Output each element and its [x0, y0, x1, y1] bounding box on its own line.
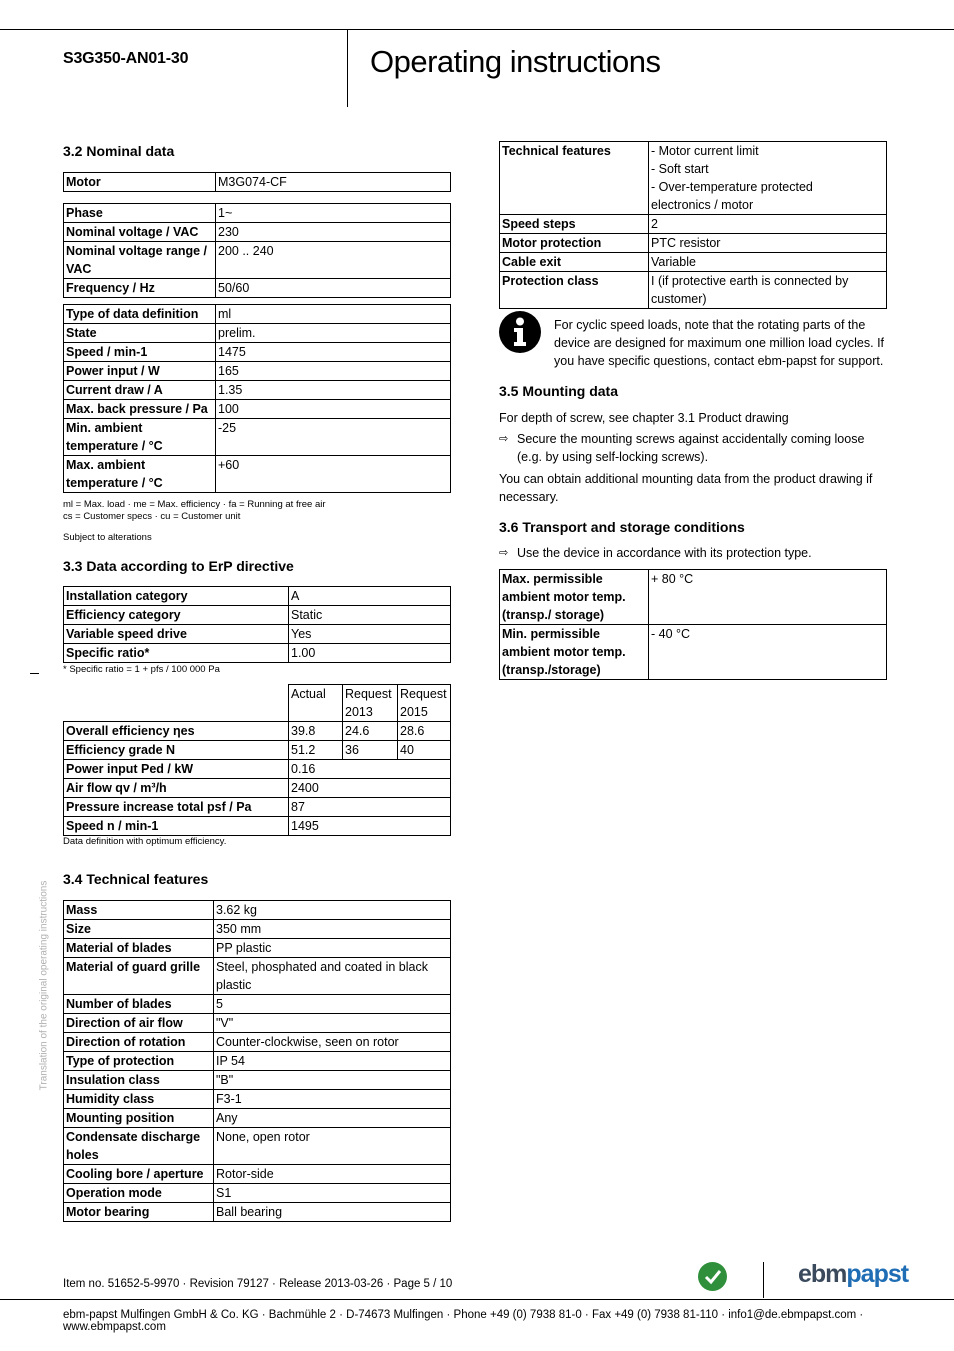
table-value: 39.8 [289, 722, 343, 741]
table-row [64, 779, 451, 798]
table-value: 1495 [289, 817, 451, 836]
table-key: Max. permissible ambient motor temp. (transp./ storage) [500, 570, 649, 625]
margin-mark [30, 673, 39, 674]
arrow-icon: ⇨ [499, 433, 509, 445]
feature-line: - Soft start [651, 162, 709, 176]
table-value: 40 [398, 741, 451, 760]
table-value: 200 .. 240 [216, 242, 451, 279]
table-value: 165 [216, 362, 451, 381]
specific-ratio-footnote: * Specific ratio = 1 + pfs / 100 000 Pa [63, 664, 220, 675]
table-row [64, 644, 451, 663]
table-header-row [64, 685, 451, 722]
table-row [500, 142, 887, 215]
table-row [500, 234, 887, 253]
table-value: 2400 [289, 779, 451, 798]
table-row [64, 1203, 451, 1222]
section-heading-erp: 3.3 Data according to ErP directive [63, 558, 294, 574]
technical-table [63, 900, 451, 1222]
table-value: 28.6 [398, 722, 451, 741]
section-heading-mounting: 3.5 Mounting data [499, 383, 618, 399]
table-key: Motor bearing [64, 1203, 214, 1222]
table-key: Protection class [500, 272, 649, 309]
table-row [500, 272, 887, 309]
table-key: Condensate discharge holes [64, 1128, 214, 1165]
feature-line: - Over-temperature protected [651, 180, 813, 194]
column-header-actual: Actual [289, 685, 343, 722]
section-heading-technical: 3.4 Technical features [63, 871, 209, 887]
table-key: Min. permissible ambient motor temp. (transp./storage) [500, 625, 649, 680]
table-value: IP 54 [214, 1052, 451, 1071]
footer-rule [0, 1299, 954, 1300]
table-value: Yes [289, 625, 451, 644]
table-row [64, 1014, 451, 1033]
header-divider [347, 29, 348, 107]
table-value: Any [214, 1109, 451, 1128]
table-row [64, 625, 451, 644]
transport-bullet-text: Use the device in accordance with its protection type. [517, 546, 812, 560]
table-key: Number of blades [64, 995, 214, 1014]
table-row [64, 1109, 451, 1128]
table-row [64, 400, 451, 419]
table-row [500, 570, 887, 625]
table-blank-cell [64, 685, 289, 722]
nominal-data-table [63, 304, 451, 493]
table-value: prelim. [216, 324, 451, 343]
table-row [64, 173, 451, 192]
table-row [64, 242, 451, 279]
table-key: Variable speed drive [64, 625, 289, 644]
info-text: For cyclic speed loads, note that the rotating parts of the device are designed for maximum one million load cycles. If you have specific questions, contact ebm-papst for support. [554, 318, 885, 368]
table-value: 87 [289, 798, 451, 817]
table-row [64, 223, 451, 242]
table-value: S1 [214, 1184, 451, 1203]
column-header-request-2013: Request 2013 [343, 685, 398, 722]
table-row [64, 419, 451, 456]
table-value: M3G074-CF [216, 173, 451, 192]
table-row [64, 305, 451, 324]
table-value: 230 [216, 223, 451, 242]
table-row [64, 1165, 451, 1184]
table-key: Pressure increase total psf / Pa [64, 798, 289, 817]
table-value: 36 [343, 741, 398, 760]
table-row [64, 204, 451, 223]
table-value: 50/60 [216, 279, 451, 298]
table-value: Steel, phosphated and coated in black plastic [214, 958, 451, 995]
table-row [64, 1184, 451, 1203]
table-value: None, open rotor [214, 1128, 451, 1165]
feature-line: electronics / motor [651, 198, 754, 212]
table-value: Counter-clockwise, seen on rotor [214, 1033, 451, 1052]
table-key: Speed steps [500, 215, 649, 234]
header-top-rule [0, 29, 954, 30]
table-row [500, 253, 887, 272]
table-row [64, 1128, 451, 1165]
table-value: Rotor-side [214, 1165, 451, 1184]
model-number: S3G350-AN01-30 [63, 50, 189, 67]
page-title: Operating instructions [370, 44, 661, 79]
mounting-bullet [499, 430, 887, 466]
transport-bullet [499, 544, 887, 562]
arrow-icon: ⇨ [499, 547, 509, 559]
legend-line-1: ml = Max. load · me = Max. efficiency · fa = Running at free air [63, 499, 326, 510]
section-heading-transport: 3.6 Transport and storage conditions [499, 519, 745, 535]
table-value: F3-1 [214, 1090, 451, 1109]
table-value: 0.16 [289, 760, 451, 779]
table-key: Efficiency grade N [64, 741, 289, 760]
column-header-request-2015: Request 2015 [398, 685, 451, 722]
footer-logo-divider [763, 1262, 764, 1298]
table-value: Variable [649, 253, 887, 272]
table-value: -25 [216, 419, 451, 456]
table-value [649, 142, 887, 215]
table-value: - 40 °C [649, 625, 887, 680]
table-key: Direction of rotation [64, 1033, 214, 1052]
table-row [64, 939, 451, 958]
table-key: Operation mode [64, 1184, 214, 1203]
table-value: 1475 [216, 343, 451, 362]
table-value: A [289, 587, 451, 606]
table-value: 1.00 [289, 644, 451, 663]
table-key: Power input / W [64, 362, 216, 381]
table-row [64, 362, 451, 381]
legend-line-2: cs = Customer specs · cu = Customer unit [63, 511, 241, 522]
table-key: Nominal voltage range / VAC [64, 242, 216, 279]
ebmpapst-logo [798, 1260, 908, 1289]
table-row [500, 215, 887, 234]
table-key: Min. ambient temperature / °C [64, 419, 216, 456]
table-row [64, 279, 451, 298]
table-row [64, 1071, 451, 1090]
table-key: Cooling bore / aperture [64, 1165, 214, 1184]
table-row [64, 1090, 451, 1109]
efficiency-note: Data definition with optimum efficiency. [63, 836, 227, 847]
table-row [64, 817, 451, 836]
table-value: 350 mm [214, 920, 451, 939]
table-key: Installation category [64, 587, 289, 606]
table-row [64, 606, 451, 625]
table-key: Size [64, 920, 214, 939]
table-key: State [64, 324, 216, 343]
technical-features-table [499, 141, 887, 309]
table-row [64, 995, 451, 1014]
table-key: Frequency / Hz [64, 279, 216, 298]
electric-table [63, 203, 451, 298]
table-key: Cable exit [500, 253, 649, 272]
table-row [64, 1033, 451, 1052]
logo-part-papst: papst [846, 1260, 909, 1288]
table-value: 24.6 [343, 722, 398, 741]
table-value: +60 [216, 456, 451, 493]
table-key: Speed / min-1 [64, 343, 216, 362]
info-icon [499, 311, 541, 353]
table-row [64, 760, 451, 779]
table-key: Air flow qv / m³/h [64, 779, 289, 798]
table-key: Material of blades [64, 939, 214, 958]
table-row [64, 798, 451, 817]
table-row [64, 741, 451, 760]
table-key: Technical features [500, 142, 649, 215]
table-value: 51.2 [289, 741, 343, 760]
translation-side-note: Translation of the original operating instructions [38, 880, 50, 1091]
table-key: Overall efficiency ηes [64, 722, 289, 741]
table-key: Insulation class [64, 1071, 214, 1090]
table-value: "V" [214, 1014, 451, 1033]
table-row [64, 343, 451, 362]
table-value: 1~ [216, 204, 451, 223]
greentech-badge-icon [698, 1262, 727, 1291]
table-key: Max. ambient temperature / °C [64, 456, 216, 493]
table-row [64, 901, 451, 920]
table-row [64, 722, 451, 741]
mounting-bullet-text: Secure the mounting screws against accidentally coming loose (e.g. by using self-locking screws). [517, 432, 865, 464]
table-row [64, 381, 451, 400]
table-value: Ball bearing [214, 1203, 451, 1222]
table-value: 3.62 kg [214, 901, 451, 920]
logo-part-ebm: ebm [798, 1260, 847, 1288]
efficiency-table [63, 684, 451, 836]
table-row [64, 958, 451, 995]
table-value: + 80 °C [649, 570, 887, 625]
table-key: Speed n / min-1 [64, 817, 289, 836]
table-key: Efficiency category [64, 606, 289, 625]
table-key: Type of protection [64, 1052, 214, 1071]
table-row [64, 456, 451, 493]
table-row [64, 1052, 451, 1071]
transport-table [499, 569, 887, 680]
table-value: PP plastic [214, 939, 451, 958]
table-key: Power input Ped / kW [64, 760, 289, 779]
table-key: Type of data definition [64, 305, 216, 324]
footer-company-info: ebm-papst Mulfingen GmbH & Co. KG · Bachmühle 2 · D-74673 Mulfingen · Phone +49 (0) 7938 81-0 · Fax +49 (0) 7938 81-110 · info1@de.ebmpapst.com · www.ebmpapst.com [63, 1309, 864, 1333]
table-key: Specific ratio* [64, 644, 289, 663]
table-key: Max. back pressure / Pa [64, 400, 216, 419]
table-key: Humidity class [64, 1090, 214, 1109]
table-key: Phase [64, 204, 216, 223]
table-row [64, 587, 451, 606]
table-value: I (if protective earth is connected by customer) [649, 272, 887, 309]
table-value: 5 [214, 995, 451, 1014]
table-row [64, 324, 451, 343]
motor-table [63, 172, 451, 192]
table-value: 1.35 [216, 381, 451, 400]
table-value: ml [216, 305, 451, 324]
table-value: Static [289, 606, 451, 625]
footer-item-info: Item no. 51652-5-9970 · Revision 79127 · Release 2013-03-26 · Page 5 / 10 [63, 1278, 453, 1290]
table-value: 100 [216, 400, 451, 419]
erp-table [63, 586, 451, 663]
table-row [500, 625, 887, 680]
table-key: Mass [64, 901, 214, 920]
table-value: PTC resistor [649, 234, 887, 253]
table-key: Current draw / A [64, 381, 216, 400]
table-key: Mounting position [64, 1109, 214, 1128]
feature-line: - Motor current limit [651, 144, 759, 158]
subject-note: Subject to alterations [63, 532, 152, 543]
table-value: 2 [649, 215, 887, 234]
table-key: Material of guard grille [64, 958, 214, 995]
mounting-paragraph-2: You can obtain additional mounting data from the product drawing if necessary. [499, 472, 873, 504]
table-key: Nominal voltage / VAC [64, 223, 216, 242]
table-key: Direction of air flow [64, 1014, 214, 1033]
table-row [64, 920, 451, 939]
table-value: "B" [214, 1071, 451, 1090]
section-heading-nominal: 3.2 Nominal data [63, 143, 175, 159]
table-key: Motor protection [500, 234, 649, 253]
table-key: Motor [64, 173, 216, 192]
mounting-paragraph-1: For depth of screw, see chapter 3.1 Product drawing [499, 411, 789, 425]
